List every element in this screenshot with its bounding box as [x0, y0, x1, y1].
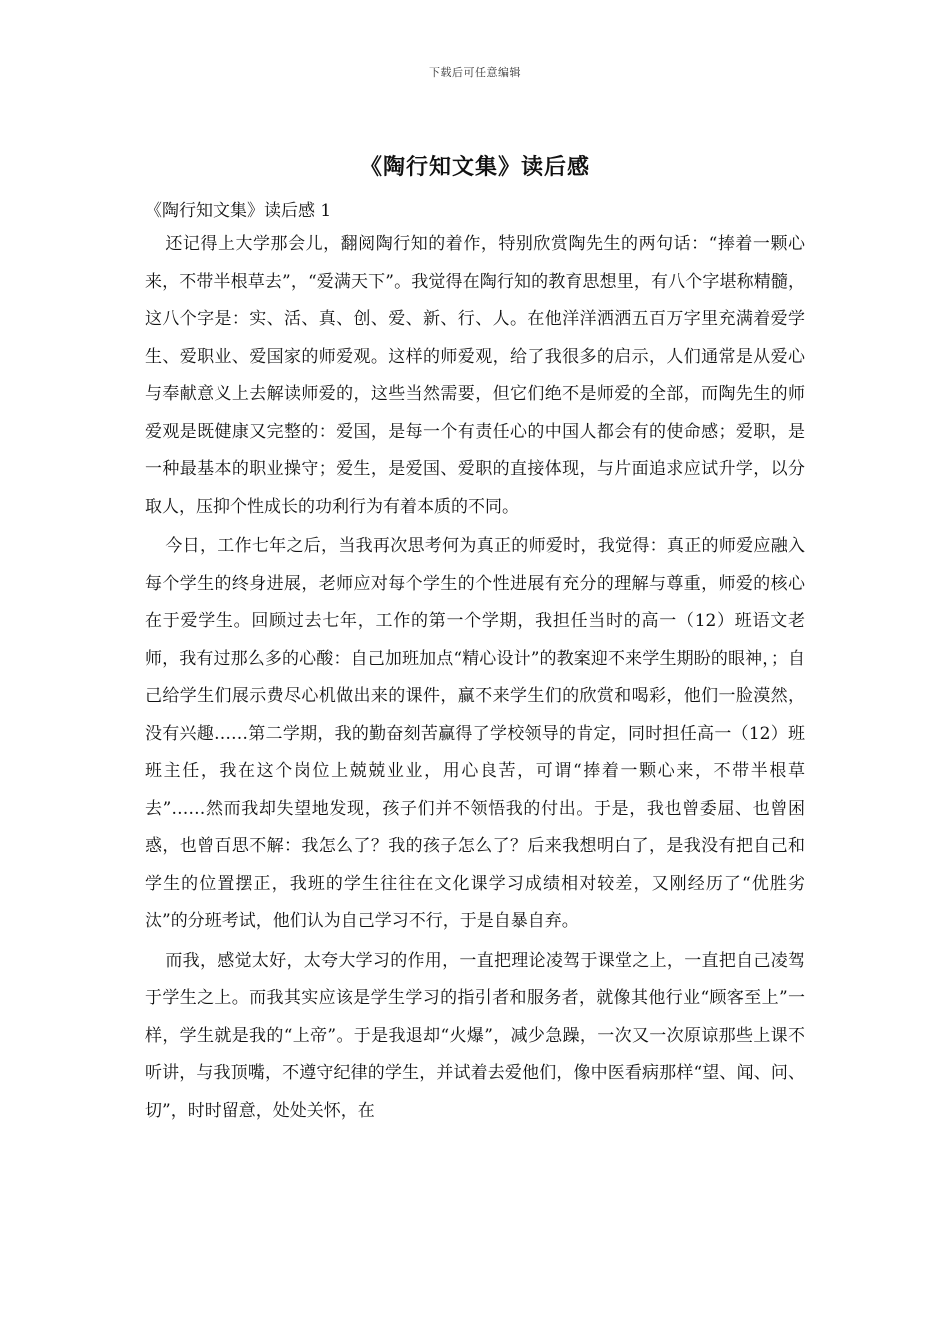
- paragraph-2: 今日，工作七年之后，当我再次思考何为真正的师爱时，我觉得：真正的师爱应融入每个学生的终身进展，老师应对每个学生的个性进展有充分的理解与尊重，师爱的核心在于爱学生。回顾过去七年，工作的第一个学期，我担任当时的高一（12）班语文老师，我有过那么多的心酸：自己加班加点“精心设计”的教案迎不来学生期盼的眼神，；自己给学生们展示费尽心机做出来的课件，赢不来学生们的欣赏和喝彩，他们一脸漠然，没有兴趣……第二学期，我的勤奋刻苦赢得了学校领导的肯定，同时担任高一（12）班班主任，我在这个岗位上兢兢业业，用心良苦，可谓“捧着一颗心来，不带半根草去”……然而我却失望地发现，孩子们并不领悟我的付出。于是，我也曾委屈、也曾困惑，也曾百思不解：我怎么了？我的孩子怎么了？后来我想明白了，是我没有把自己和学生的位置摆正，我班的学生往往在文化课学习成绩相对较差，又刚经历了“优胜劣汰”的分班考试，他们认为自己学习不行，于是自暴自弃。: [145, 536, 805, 931]
- paragraph-3: 而我，感觉太好，太夸大学习的作用，一直把理论凌驾于课堂之上，一直把自己凌驾于学生之上。而我其实应该是学生学习的指引者和服务者，就像其他行业“顾客至上”一样，学生就是我的“上帝”。于是我退却“火爆”，减少急躁，一次又一次原谅那些上课不听讲，与我顶嘴，不遵守纪律的学生，并试着去爱他们，像中医看病那样“望、闻、问、切”，时时留意，处处关怀，在: [145, 950, 805, 1121]
- paragraph-1: 还记得上大学那会儿，翻阅陶行知的着作，特别欣赏陶先生的两句话：“捧着一颗心来，不带半根草去”，“爱满天下”。我觉得在陶行知的教育思想里，有八个字堪称精髓，这八个字是：实、活、真、创、爱、新、行、人。在他洋洋洒洒五百万字里充满着爱学生、爱职业、爱国家的师爱观。这样的师爱观，给了我很多的启示，人们通常是从爱心与奉献意义上去解读师爱的，这些当然需要，但它们绝不是师爱的全部，而陶先生的师爱观是既健康又完整的：爱国，是每一个有责任心的中国人都会有的使命感；爱职，是一种最基本的职业操守；爱生，是爱国、爱职的直接体现，与片面追求应试升学，以分取人，压抑个性成长的功利行为有着本质的不同。: [145, 234, 805, 517]
- body-text: [145, 226, 805, 1130]
- header-note: 下载后可任意编辑: [429, 66, 521, 79]
- section-subtitle: 《陶行知文集》读后感 1: [145, 201, 332, 221]
- page-title: 《陶行知文集》读后感: [359, 154, 590, 180]
